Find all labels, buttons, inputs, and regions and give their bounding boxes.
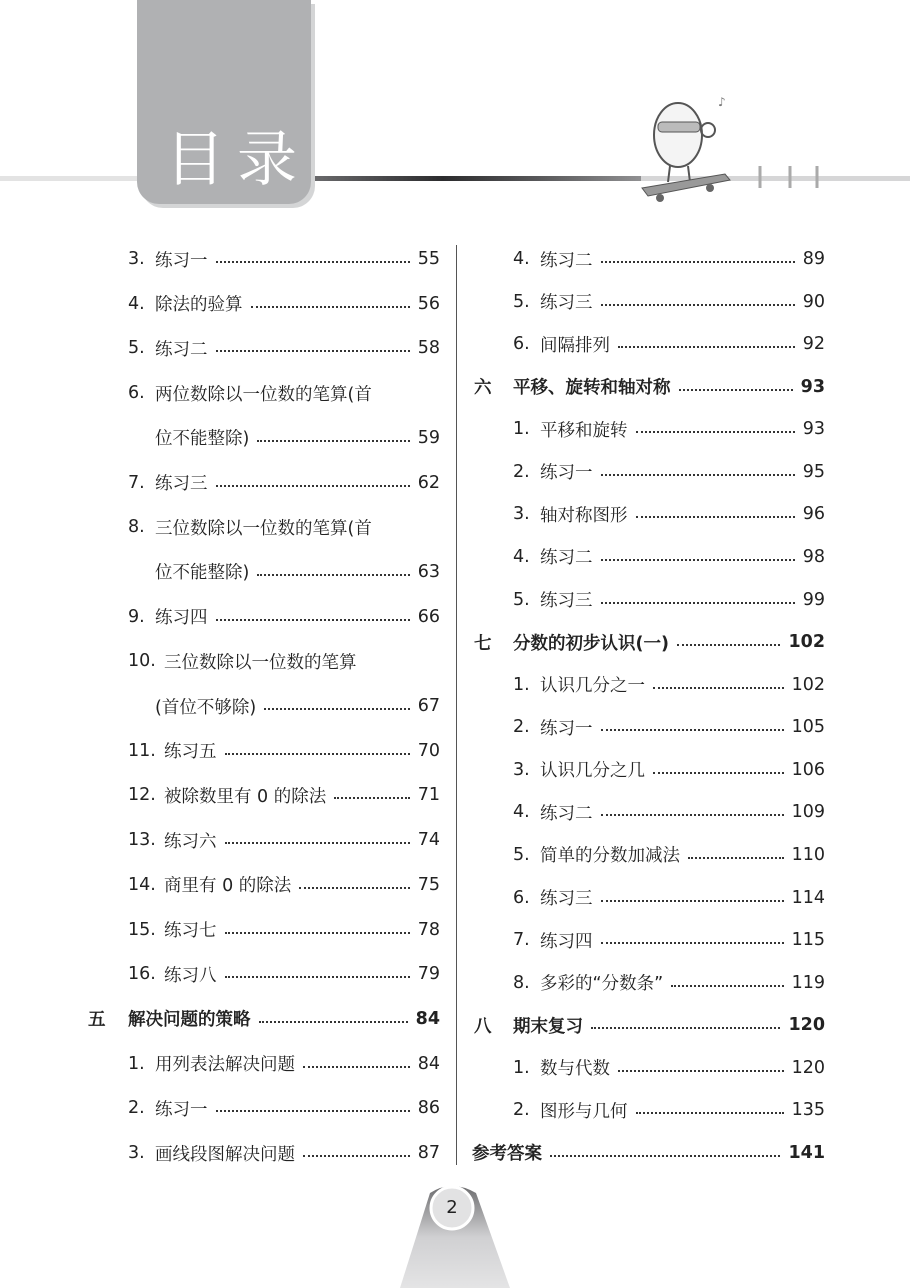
- entry-title: 用列表法解决问题: [155, 1055, 295, 1076]
- toc-entry[interactable]: [128, 870, 440, 900]
- toc-entry[interactable]: [128, 915, 440, 945]
- entry-page: 71: [417, 785, 440, 806]
- dot-leader: [618, 1070, 784, 1072]
- entry-number: 10.: [128, 651, 156, 672]
- toc-entry[interactable]: [513, 840, 825, 870]
- entry-number: 3.: [128, 1143, 145, 1163]
- page-title: 目录: [165, 125, 309, 195]
- entry-title: 三位数除以一位数的笔算: [164, 652, 357, 673]
- dot-leader: [216, 261, 410, 263]
- toc-entry[interactable]: [128, 289, 440, 319]
- dot-leader: [216, 619, 410, 621]
- toc-entry[interactable]: [128, 244, 440, 274]
- entry-number: 1.: [128, 1053, 145, 1074]
- toc-entry[interactable]: [128, 468, 440, 498]
- entry-number: 4.: [513, 546, 530, 567]
- entry-page: 75: [417, 874, 440, 895]
- entry-number: 1.: [513, 419, 530, 440]
- entry-number: 7.: [128, 472, 145, 493]
- dot-leader: [299, 887, 409, 889]
- entry-title: 练习五: [164, 742, 217, 763]
- entry-page: 106: [791, 759, 825, 780]
- entry-title: 练习六: [164, 831, 217, 852]
- entry-number: 12.: [128, 785, 156, 806]
- toc-entry[interactable]: [128, 825, 440, 855]
- dot-leader: [671, 985, 783, 987]
- toc-entry[interactable]: [513, 1053, 825, 1083]
- entry-title: 练习四: [155, 608, 208, 629]
- entry-title: 画线段图解决问题: [155, 1144, 295, 1165]
- entry-page: 110: [791, 844, 825, 865]
- entry-page: 67: [417, 696, 440, 716]
- dot-leader: [334, 797, 409, 799]
- dot-leader: [636, 431, 795, 433]
- entry-page: 90: [802, 291, 825, 312]
- entry-number: 8.: [513, 972, 530, 993]
- entry-number: 六: [474, 378, 492, 399]
- entry-number: 6.: [513, 334, 530, 355]
- entry-title: 分数的初步认识(一): [513, 633, 669, 654]
- entry-number: 6.: [513, 887, 530, 908]
- dot-leader: [251, 306, 410, 308]
- entry-title: 平移和旋转: [540, 420, 628, 441]
- toc-entry[interactable]: [513, 287, 825, 317]
- entry-title: 练习四: [540, 931, 593, 952]
- entry-title: 参考答案: [472, 1144, 542, 1165]
- dot-leader: [225, 753, 410, 755]
- dot-leader: [601, 900, 784, 902]
- toc-entry[interactable]: [128, 691, 440, 721]
- entry-page: 95: [802, 461, 825, 482]
- toc-entry[interactable]: [128, 512, 440, 542]
- entry-title: 解决问题的策略: [128, 1010, 251, 1031]
- toc-entry[interactable]: [513, 670, 825, 700]
- dot-leader: [653, 772, 784, 774]
- toc-entry[interactable]: [513, 797, 825, 827]
- entry-title: 练习三: [540, 591, 593, 612]
- entry-title: 练习八: [164, 965, 217, 986]
- toc-entry[interactable]: [513, 712, 825, 742]
- entry-number: 2.: [513, 1100, 530, 1121]
- toc-entry[interactable]: [513, 414, 825, 444]
- entry-title: 认识几分之一: [540, 676, 645, 697]
- entry-page: 89: [802, 249, 825, 269]
- toc-entry[interactable]: [513, 883, 825, 913]
- entry-title: 认识几分之几: [540, 761, 645, 782]
- dot-leader: [688, 857, 784, 859]
- entry-number: 2.: [128, 1098, 145, 1119]
- entry-title: 练习二: [540, 548, 593, 569]
- dot-leader: [601, 814, 784, 816]
- dot-leader: [618, 346, 795, 348]
- toc-entry[interactable]: [474, 627, 825, 657]
- entry-number: 1.: [513, 1057, 530, 1078]
- dot-leader: [601, 942, 784, 944]
- toc-entry[interactable]: [513, 585, 825, 615]
- entry-number: 5.: [513, 844, 530, 865]
- entry-number: 3.: [513, 504, 530, 525]
- entry-page: 135: [791, 1100, 825, 1121]
- entry-page: 63: [417, 561, 440, 582]
- entry-page: 114: [791, 887, 825, 908]
- entry-page: 96: [802, 504, 825, 525]
- entry-number: 5.: [513, 291, 530, 312]
- entry-number: 11.: [128, 740, 156, 761]
- entry-title: 简单的分数加减法: [540, 846, 680, 867]
- entry-page: 66: [417, 606, 440, 627]
- entry-title: 商里有 0 的除法: [164, 876, 292, 897]
- entry-title: 轴对称图形: [540, 505, 628, 526]
- dot-leader: [677, 644, 780, 646]
- dot-leader: [653, 687, 784, 689]
- entry-page: 70: [417, 740, 440, 761]
- entry-number: 2.: [513, 461, 530, 482]
- dot-leader: [601, 474, 795, 476]
- dot-leader: [679, 389, 793, 391]
- entry-number: 5.: [128, 338, 145, 359]
- dot-leader: [225, 976, 410, 978]
- entry-number: 6.: [128, 383, 145, 404]
- entry-page: 120: [791, 1057, 825, 1078]
- toc-entry[interactable]: [128, 780, 440, 810]
- toc-entry[interactable]: [474, 372, 825, 402]
- entry-title: 图形与几何: [540, 1101, 628, 1122]
- entry-title: 被除数里有 0 的除法: [164, 786, 327, 807]
- dot-leader: [601, 261, 795, 263]
- toc-entry[interactable]: [128, 423, 440, 453]
- entry-number: 五: [88, 1010, 106, 1031]
- toc-entry[interactable]: [128, 646, 440, 676]
- dot-leader: [636, 516, 795, 518]
- entry-number: 4.: [128, 293, 145, 314]
- dot-leader: [257, 440, 409, 442]
- entry-page: 86: [417, 1098, 440, 1119]
- toc-entry[interactable]: [128, 1049, 440, 1079]
- toc-entry[interactable]: [513, 1095, 825, 1125]
- entry-number: 4.: [513, 802, 530, 823]
- toc-entry[interactable]: [513, 925, 825, 955]
- entry-title: 两位数除以一位数的笔算(首: [155, 384, 372, 405]
- toc-entry[interactable]: [513, 329, 825, 359]
- entry-page: 109: [791, 802, 825, 823]
- toc-entry[interactable]: [128, 378, 440, 408]
- entry-page: 84: [417, 1053, 440, 1074]
- entry-number: 1.: [513, 674, 530, 695]
- entry-page: 119: [791, 972, 825, 993]
- dot-leader: [303, 1155, 410, 1157]
- entry-title: 练习二: [540, 250, 593, 271]
- entry-title: 练习七: [164, 921, 217, 941]
- toc-entry[interactable]: [472, 1138, 825, 1168]
- toc-entry[interactable]: [513, 755, 825, 785]
- entry-title: 练习一: [155, 250, 208, 271]
- dot-leader: [601, 602, 795, 604]
- entry-page: 74: [417, 830, 440, 851]
- entry-title: 位不能整除): [155, 563, 250, 584]
- toc-entry[interactable]: [128, 557, 440, 587]
- entry-number: 13.: [128, 830, 156, 851]
- entry-title: 期末复习: [513, 1016, 583, 1037]
- entry-number: 14.: [128, 874, 156, 895]
- dot-leader: [601, 559, 795, 561]
- header-rule-left: [0, 176, 140, 181]
- entry-page: 99: [802, 589, 825, 610]
- entry-page: 105: [791, 717, 825, 738]
- toc-entry[interactable]: [128, 959, 440, 989]
- entry-page: 55: [417, 249, 440, 269]
- dot-leader: [216, 1110, 410, 1112]
- entry-number: 7.: [513, 930, 530, 951]
- entry-number: 5.: [513, 589, 530, 610]
- toc-entry[interactable]: [513, 968, 825, 998]
- entry-title: 平移、旋转和轴对称: [513, 378, 671, 399]
- toc-entry[interactable]: [513, 499, 825, 529]
- entry-page: 78: [417, 919, 440, 940]
- entry-title: 练习二: [155, 339, 208, 360]
- toc-entry[interactable]: [128, 1138, 440, 1168]
- entry-page: 115: [791, 930, 825, 951]
- page-number: 2: [446, 1197, 458, 1218]
- entry-number: 3.: [128, 249, 145, 269]
- dot-leader: [601, 729, 784, 731]
- entry-page: 98: [802, 546, 825, 567]
- entry-page: 87: [417, 1143, 440, 1163]
- dot-leader: [636, 1112, 784, 1114]
- entry-title: 除法的验算: [155, 295, 243, 316]
- header-rule-dark: [311, 176, 641, 181]
- entry-number: 4.: [513, 249, 530, 269]
- entry-title: 位不能整除): [155, 429, 250, 450]
- entry-title: (首位不够除): [155, 697, 257, 718]
- entry-number: 2.: [513, 717, 530, 738]
- dot-leader: [259, 1021, 408, 1023]
- entry-page: 58: [417, 338, 440, 359]
- entry-number: 15.: [128, 919, 156, 940]
- entry-page: 93: [800, 376, 825, 397]
- entry-title: 练习一: [540, 463, 593, 484]
- entry-page: 62: [417, 472, 440, 493]
- entry-title: 练习二: [540, 803, 593, 824]
- toc-entry[interactable]: [474, 1010, 825, 1040]
- dot-leader: [264, 708, 410, 710]
- dot-leader: [257, 574, 409, 576]
- entry-title: 练习三: [155, 474, 208, 494]
- entry-number: 9.: [128, 606, 145, 627]
- entry-number: 8.: [128, 517, 145, 538]
- entry-page: 56: [417, 293, 440, 314]
- entry-page: 59: [417, 427, 440, 448]
- dot-leader: [303, 1066, 410, 1068]
- entry-number: 3.: [513, 759, 530, 780]
- entry-title: 三位数除以一位数的笔算(首: [155, 518, 372, 539]
- dot-leader: [550, 1155, 780, 1157]
- entry-page: 120: [788, 1015, 825, 1036]
- toc-entry[interactable]: [128, 736, 440, 766]
- entry-page: 79: [417, 964, 440, 985]
- entry-title: 练习一: [155, 1099, 208, 1120]
- entry-number: 七: [474, 633, 492, 654]
- entry-number: 八: [474, 1016, 492, 1037]
- dot-leader: [225, 932, 410, 934]
- entry-page: 102: [788, 632, 825, 653]
- entry-title: 间隔排列: [540, 335, 610, 356]
- column-divider: [456, 245, 457, 1165]
- entry-number: 16.: [128, 964, 156, 985]
- dot-leader: [216, 485, 410, 487]
- dot-leader: [601, 304, 795, 306]
- dot-leader: [591, 1027, 780, 1029]
- toc-entry[interactable]: [128, 333, 440, 363]
- entry-title: 多彩的“分数条”: [540, 974, 664, 995]
- toc-entry[interactable]: [88, 1004, 440, 1034]
- entry-page: 93: [802, 419, 825, 440]
- entry-page: 84: [415, 1008, 440, 1029]
- entry-page: 141: [788, 1142, 825, 1163]
- entry-title: 练习一: [540, 718, 593, 739]
- toc-entry[interactable]: [513, 244, 825, 274]
- toc-entry[interactable]: [513, 542, 825, 572]
- entry-page: 92: [802, 334, 825, 355]
- svg-text:♪: ♪: [718, 95, 726, 109]
- toc-entry[interactable]: [128, 602, 440, 632]
- dot-leader: [216, 350, 410, 352]
- toc-entry[interactable]: [128, 1093, 440, 1123]
- toc-entry[interactable]: [513, 457, 825, 487]
- entry-title: 练习三: [540, 293, 593, 314]
- dot-leader: [225, 842, 410, 844]
- entry-title: 练习三: [540, 889, 593, 910]
- entry-page: 102: [791, 674, 825, 695]
- skateboard-egg-mascot-icon: [630, 90, 840, 210]
- entry-title: 数与代数: [540, 1059, 610, 1080]
